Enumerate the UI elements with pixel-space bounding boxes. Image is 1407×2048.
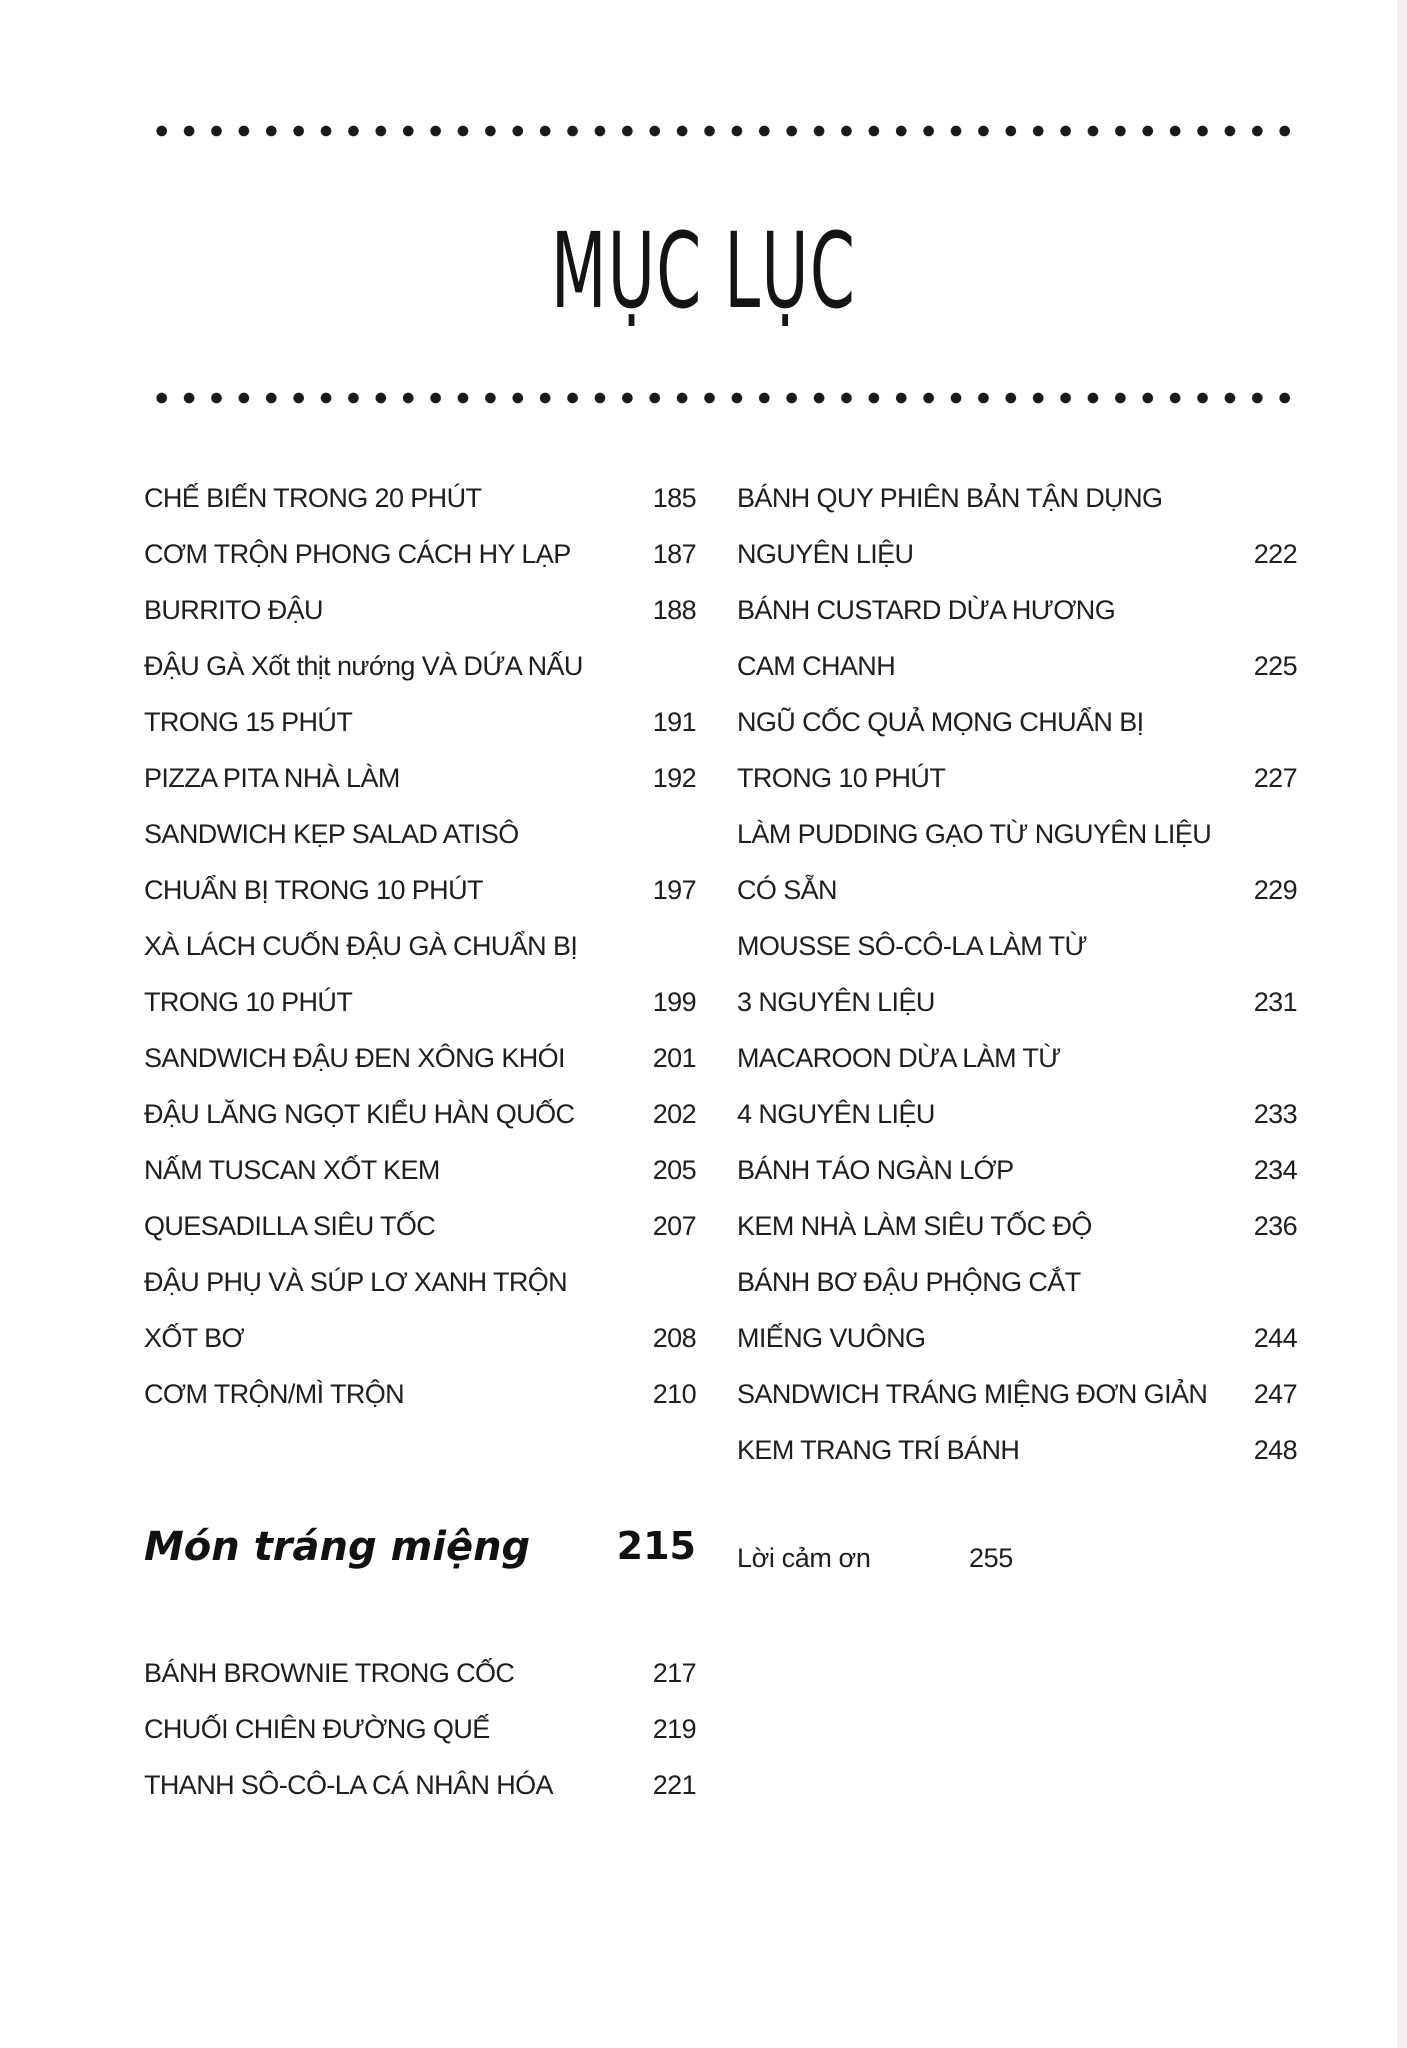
toc-entry-title: CHUẨN BỊ TRONG 10 PHÚT (144, 875, 483, 905)
toc-entry (144, 526, 696, 582)
toc-entry-page: 233 (1253, 1099, 1297, 1129)
toc-entry-page: 225 (1253, 651, 1297, 681)
toc-entry-title: CAM CHANH (737, 651, 896, 681)
toc-entry-title: CHẾ BIẾN TRONG 20 PHÚT (144, 483, 482, 513)
toc-entry-title: TRONG 15 PHÚT (144, 707, 353, 737)
toc-entry-page: 191 (652, 707, 696, 737)
toc-entry-page: 187 (652, 539, 696, 569)
toc-entry-title: XỐT BƠ (144, 1323, 245, 1353)
toc-entry (144, 638, 696, 694)
toc-entry (144, 582, 696, 638)
toc-entry (737, 470, 1297, 526)
toc-entry-title: SANDWICH ĐẬU ĐEN XÔNG KHÓI (144, 1043, 565, 1073)
toc-entry-page: 192 (652, 763, 696, 793)
toc-entry-page: 207 (652, 1211, 696, 1241)
toc-entry-page: 185 (652, 483, 696, 513)
toc-entry-page: 231 (1253, 987, 1297, 1017)
toc-entry (144, 1198, 696, 1254)
toc-entry (737, 1198, 1297, 1254)
toc-entry-page: 197 (652, 875, 696, 905)
dotted-rule-bottom (148, 391, 1298, 405)
toc-entry (737, 862, 1297, 918)
toc-entry-title: MOUSSE SÔ-CÔ-LA LÀM TỪ (737, 931, 1087, 961)
toc-entry (737, 974, 1297, 1030)
toc-entry-title: BÁNH CUSTARD DỪA HƯƠNG (737, 595, 1116, 625)
toc-entry-title: LÀM PUDDING GẠO TỪ NGUYÊN LIỆU (737, 819, 1212, 849)
toc-entry-page: 248 (1253, 1435, 1297, 1465)
toc-entry-title: 4 NGUYÊN LIỆU (737, 1099, 935, 1129)
toc-entry-title: SANDWICH KẸP SALAD ATISÔ (144, 819, 519, 849)
toc-entry-title: PIZZA PITA NHÀ LÀM (144, 763, 400, 793)
toc-left-column (144, 470, 696, 1422)
toc-entry-title: CHUỐI CHIÊN ĐƯỜNG QUẾ (144, 1714, 490, 1744)
toc-entry-title: TRONG 10 PHÚT (144, 987, 353, 1017)
toc-entry-title: BÁNH BROWNIE TRONG CỐC (144, 1658, 515, 1688)
acknowledgements-entry (737, 1530, 1013, 1586)
toc-entry (737, 1142, 1297, 1198)
toc-entry-page: 208 (652, 1323, 696, 1353)
toc-entry-title: CÓ SẴN (737, 875, 837, 905)
toc-entry-title: CƠM TRỘN PHONG CÁCH HY LẠP (144, 539, 571, 569)
acknowledgements-title: Lời cảm ơn (737, 1543, 871, 1573)
toc-entry-page: 201 (652, 1043, 696, 1073)
toc-entry (737, 526, 1297, 582)
toc-entry-title: MIẾNG VUÔNG (737, 1323, 926, 1353)
toc-entry-title: BÁNH QUY PHIÊN BẢN TẬN DỤNG (737, 483, 1163, 513)
toc-entry (737, 1366, 1297, 1422)
toc-entry (144, 694, 696, 750)
toc-entry-title: TRONG 10 PHÚT (737, 763, 946, 793)
toc-entry-page: 236 (1253, 1211, 1297, 1241)
section-heading (144, 1524, 696, 1588)
acknowledgements-page: 255 (969, 1543, 1013, 1573)
toc-entry-title: KEM NHÀ LÀM SIÊU TỐC ĐỘ (737, 1211, 1092, 1241)
toc-entry-page: 229 (1253, 875, 1297, 905)
toc-entry (737, 638, 1297, 694)
toc-entry (144, 470, 696, 526)
toc-entry-title: NGUYÊN LIỆU (737, 539, 914, 569)
toc-entry (737, 1310, 1297, 1366)
toc-entry (737, 1030, 1297, 1086)
toc-entry-title: SANDWICH TRÁNG MIỆNG ĐƠN GIẢN (737, 1379, 1208, 1409)
toc-entry (737, 582, 1297, 638)
toc-entry-page: 234 (1253, 1155, 1297, 1185)
toc-entry (144, 1310, 696, 1366)
toc-entry-page: 244 (1253, 1323, 1297, 1353)
toc-entry-page: 188 (652, 595, 696, 625)
toc-entry-page: 222 (1253, 539, 1297, 569)
toc-entry-title: ĐẬU GÀ Xốt thịt nướng VÀ DỨA NẤU (144, 651, 583, 681)
toc-right-column (737, 470, 1297, 1478)
toc-entry-title: CƠM TRỘN/MÌ TRỘN (144, 1379, 405, 1409)
page-edge (1397, 0, 1407, 2048)
toc-entry (737, 1086, 1297, 1142)
dotted-rule-top (148, 124, 1298, 138)
toc-entry-page: 199 (652, 987, 696, 1017)
toc-entry-page: 217 (652, 1658, 696, 1688)
toc-entry-title: XÀ LÁCH CUỐN ĐẬU GÀ CHUẨN BỊ (144, 931, 578, 961)
toc-entry-title: ĐẬU LĂNG NGỌT KIỂU HÀN QUỐC (144, 1099, 575, 1129)
toc-entry (144, 1086, 696, 1142)
page-title: MỤC LỤC (550, 210, 857, 332)
toc-entry-title: BÁNH BƠ ĐẬU PHỘNG CẮT (737, 1267, 1081, 1297)
toc-entry (737, 918, 1297, 974)
toc-entry (737, 750, 1297, 806)
toc-entry-page: 247 (1253, 1379, 1297, 1409)
toc-entry (144, 750, 696, 806)
toc-entry-title: QUESADILLA SIÊU TỐC (144, 1211, 436, 1241)
toc-entry-title: NGŨ CỐC QUẢ MỌNG CHUẨN BỊ (737, 707, 1144, 737)
toc-entry-page: 210 (652, 1379, 696, 1409)
toc-entry (737, 1254, 1297, 1310)
toc-entry (144, 1645, 696, 1701)
section-page: 215 (616, 1524, 696, 1568)
toc-entry-page: 221 (652, 1770, 696, 1800)
toc-entry (144, 974, 696, 1030)
toc-entry-title: BÁNH TÁO NGÀN LỚP (737, 1155, 1014, 1185)
toc-entry-title: THANH SÔ-CÔ-LA CÁ NHÂN HÓA (144, 1770, 553, 1800)
section-title: Món tráng miệng (144, 1524, 531, 1570)
toc-entry (144, 806, 696, 862)
toc-entry (144, 1757, 696, 1813)
toc-entry-page: 227 (1253, 763, 1297, 793)
toc-entry (144, 862, 696, 918)
toc-entry (144, 1142, 696, 1198)
toc-entry-title: NẤM TUSCAN XỐT KEM (144, 1155, 440, 1185)
toc-entry (144, 1701, 696, 1757)
toc-entry (737, 806, 1297, 862)
toc-section-items (144, 1645, 696, 1813)
toc-entry (144, 1366, 696, 1422)
toc-entry-title: MACAROON DỪA LÀM TỪ (737, 1043, 1061, 1073)
toc-entry-title: BURRITO ĐẬU (144, 595, 323, 625)
toc-entry-title: 3 NGUYÊN LIỆU (737, 987, 935, 1017)
toc-entry (144, 918, 696, 974)
toc-entry (737, 1422, 1297, 1478)
toc-entry-page: 219 (652, 1714, 696, 1744)
toc-entry (144, 1254, 696, 1310)
toc-entry (144, 1030, 696, 1086)
toc-entry-page: 205 (652, 1155, 696, 1185)
toc-entry-title: KEM TRANG TRÍ BÁNH (737, 1435, 1020, 1465)
toc-entry-page: 202 (652, 1099, 696, 1129)
toc-entry-title: ĐẬU PHỤ VÀ SÚP LƠ XANH TRỘN (144, 1267, 568, 1297)
toc-entry (737, 694, 1297, 750)
